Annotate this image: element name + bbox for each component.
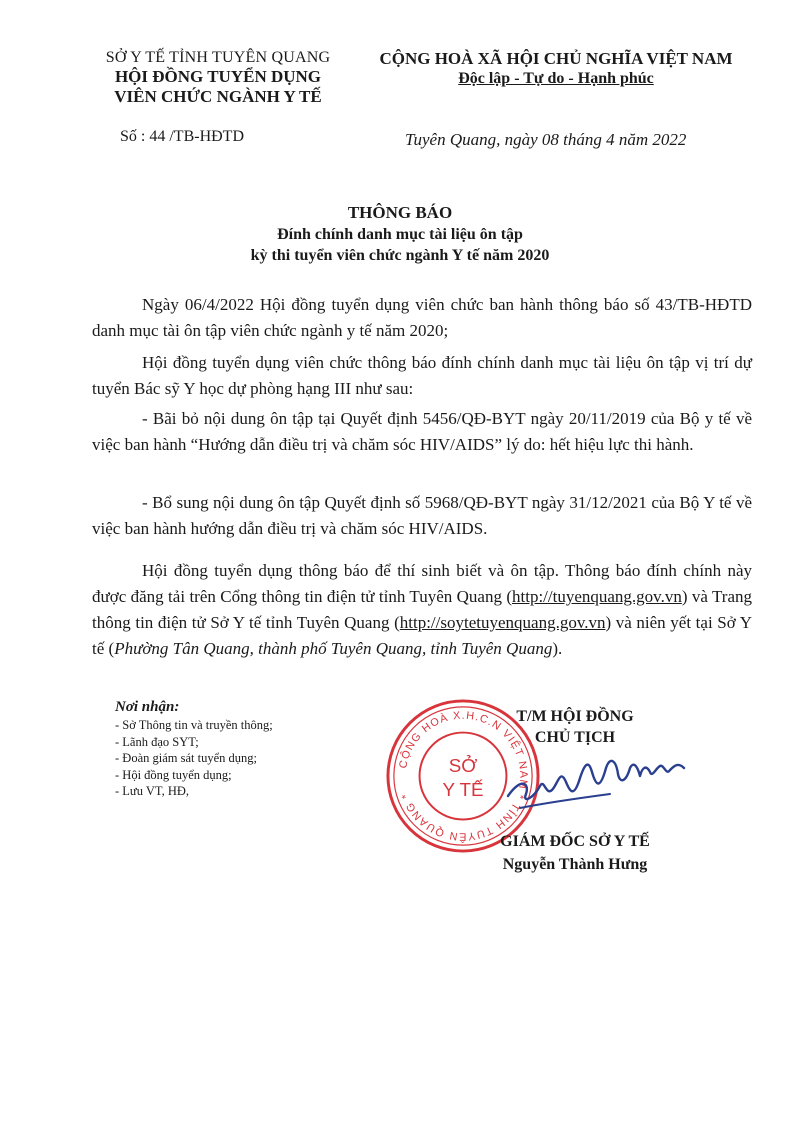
national-motto: Độc lập - Tự do - Hạnh phúc: [458, 70, 654, 87]
body-paragraph-4: - Bổ sung nội dung ôn tập Quyết định số 5968/QĐ-BYT ngày 31/12/2021 của Bộ Y tế về việc ban hành hướng dẫn điều trị và chăm sóc HIV/AIDS.: [92, 493, 752, 538]
body-paragraph-2: Hội đồng tuyển dụng viên chức thông báo đính chính danh mục tài liệu ôn tập vị trí dự tuyển Bác sỹ Y học dự phòng hạng III như sau:: [92, 353, 752, 398]
address-italic: Phường Tân Quang, thành phố Tuyên Quang, tỉnh Tuyên Quang: [114, 639, 553, 658]
signer-name: Nguyễn Thành Hưng: [502, 856, 648, 873]
title-subtitle-2: kỳ thi tuyển viên chức ngành Y tế năm 2020: [250, 247, 550, 264]
recipients-list: [115, 698, 355, 800]
authority-department: SỞ Y TẾ TỈNH TUYÊN QUANG: [105, 49, 331, 66]
title-main: THÔNG BÁO: [347, 203, 453, 222]
document-title: [100, 202, 700, 266]
place-date: Tuyên Quang, ngày 08 tháng 4 năm 2022: [405, 130, 687, 149]
body-paragraph-3: - Bãi bỏ nội dung ôn tập tại Quyết định 5456/QĐ-BYT ngày 20/11/2019 của Bộ y tế về việc ban hành “Hướng dẫn điều trị và chăm sóc HIV/AIDS” lý do: hết hiệu lực thi hành.: [92, 409, 752, 454]
signer-role: CHỦ TỊCH: [534, 729, 616, 746]
issuing-authority: [58, 48, 378, 107]
seal-ring-text: CỘNG HOÀ X.H.C.N VIỆT NAM * TỈNH TUYÊN QUANG *: [397, 709, 530, 843]
body-paragraph-1: Ngày 06/4/2022 Hội đồng tuyển dụng viên chức ban hành thông báo số 43/TB-HĐTD danh mục tài ôn tập viên chức ngành y tế năm 2020;: [92, 295, 752, 340]
recipient-item: - Hội đồng tuyển dụng;: [115, 767, 232, 782]
national-name: CỘNG HOÀ XÃ HỘI CHỦ NGHĨA VIỆT NAM: [379, 49, 733, 68]
seal-center-line-1: SỞ: [448, 755, 478, 777]
recipient-item: - Lưu VT, HĐ,: [115, 784, 190, 798]
recipient-item: - Đoàn giám sát tuyển dụng;: [115, 751, 257, 765]
title-subtitle-1: Đính chính danh mục tài liệu ôn tập: [277, 226, 523, 243]
document-number: Số : 44 /TB-HĐTD: [120, 128, 244, 145]
signer-on-behalf: T/M HỘI ĐỒNG: [516, 708, 634, 725]
authority-council: HỘI ĐỒNG TUYỂN DỤNG: [114, 67, 322, 86]
authority-council-sub: VIÊN CHỨC NGÀNH Y TẾ: [114, 87, 322, 106]
signer-position: GIÁM ĐỐC SỞ Y TẾ: [500, 833, 650, 850]
handwritten-signature: [500, 738, 700, 818]
body-paragraph-5: Hội đồng tuyển dụng thông báo để thí sinh biết và ôn tập. Thông báo đính chính này được đăng tải trên Cổng thông tin điện tử tỉnh Tuyên Quang (http://tuyenquang.gov.vn) và Trang thông tin điện tử Sở Y tế tỉnh Tuyên Quang (http://soytetuyenquang.gov.vn) và niên yết tại Sở Y tế (Phường Tân Quang, thành phố Tuyên Quang, tỉnh Tuyên Quang).: [92, 561, 753, 658]
national-header: [360, 48, 752, 89]
recipient-item: - Lãnh đạo SYT;: [115, 734, 199, 749]
recipient-item: - Sở Thông tin và truyền thông;: [115, 718, 273, 732]
link-tuyenquang[interactable]: http://tuyenquang.gov.vn: [512, 587, 682, 606]
link-soyte[interactable]: http://soytetuyenquang.gov.vn: [399, 613, 606, 632]
seal-center-line-2: Y TẾ: [442, 778, 484, 800]
recipients-heading: Nơi nhận:: [115, 699, 180, 715]
